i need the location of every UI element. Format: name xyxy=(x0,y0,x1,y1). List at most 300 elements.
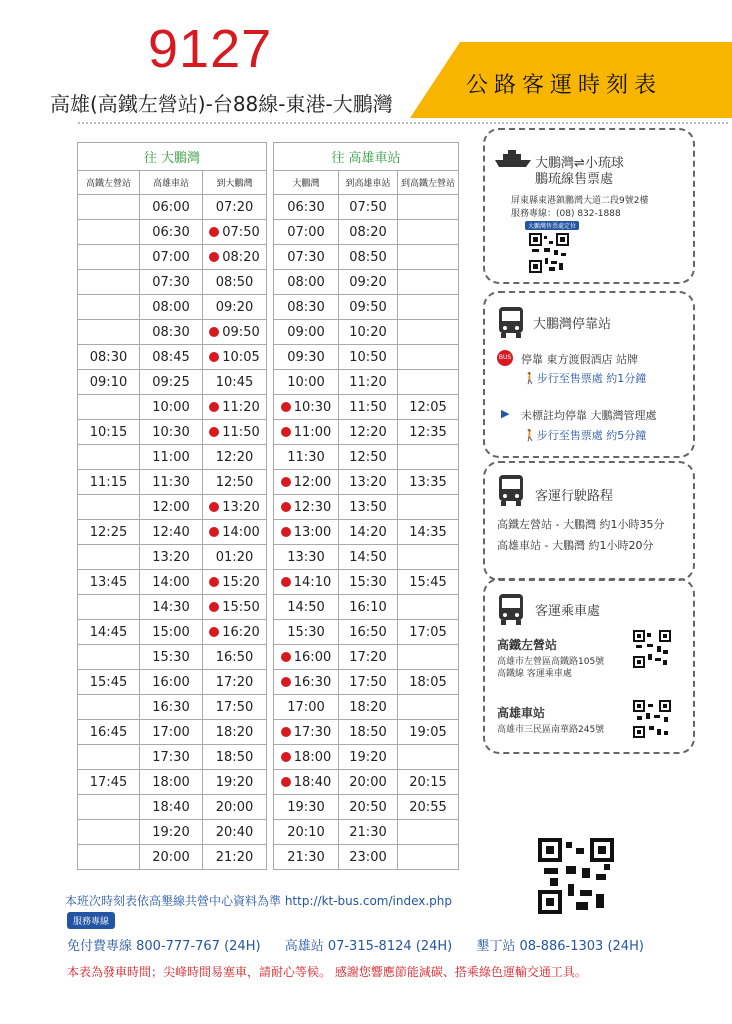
walk-2 xyxy=(523,427,646,443)
bus-stop-marker-icon xyxy=(209,577,219,587)
table-row xyxy=(78,470,459,495)
time-cell xyxy=(398,220,459,245)
time-cell xyxy=(78,495,140,520)
time-cell: 16:45 xyxy=(78,720,140,745)
time-cell xyxy=(203,320,267,345)
time-cell: 07:00 xyxy=(274,220,339,245)
table-row xyxy=(78,445,459,470)
time-cell xyxy=(203,420,267,445)
time-cell: 13:20 xyxy=(339,470,398,495)
time-cell: 18:20 xyxy=(203,720,267,745)
table-row xyxy=(78,320,459,345)
time-cell: 10:50 xyxy=(339,345,398,370)
column-gap xyxy=(267,720,274,745)
column-gap xyxy=(267,495,274,520)
time-text: 12:30 xyxy=(293,499,332,515)
column-gap xyxy=(267,295,274,320)
time-text: 15:20 xyxy=(222,574,260,590)
bus-icon xyxy=(497,473,525,507)
table-row xyxy=(78,820,459,845)
bus-stop-marker-icon xyxy=(209,252,219,262)
qr-code-icon xyxy=(633,630,671,668)
time-cell: 17:20 xyxy=(203,670,267,695)
time-text: 10:05 xyxy=(222,349,260,365)
route-number: 9127 xyxy=(148,19,273,79)
walk-1 xyxy=(523,370,646,386)
time-cell: 13:50 xyxy=(339,495,398,520)
table-row xyxy=(78,745,459,770)
time-cell: 15:00 xyxy=(140,620,203,645)
time-cell: 17:50 xyxy=(203,695,267,720)
column-gap xyxy=(267,245,274,270)
time-cell: 07:30 xyxy=(274,245,339,270)
time-cell xyxy=(398,695,459,720)
time-cell: 20:00 xyxy=(203,795,267,820)
station-1-note: 高鐵線 客運乘車處 xyxy=(497,669,572,679)
table-row xyxy=(78,570,459,595)
time-cell: 10:20 xyxy=(339,320,398,345)
time-cell xyxy=(274,470,339,495)
column-gap xyxy=(267,620,274,645)
time-text: 13:20 xyxy=(222,499,260,515)
col-header: 高鐵左營站 xyxy=(78,171,140,195)
time-cell: 17:00 xyxy=(140,720,203,745)
time-cell: 16:00 xyxy=(140,670,203,695)
col-header: 到大鵬灣 xyxy=(203,171,267,195)
time-cell xyxy=(203,595,267,620)
table-row xyxy=(78,245,459,270)
time-cell: 15:30 xyxy=(274,620,339,645)
time-cell: 09:50 xyxy=(339,295,398,320)
boarding-title: 客運乘車處 xyxy=(535,604,601,619)
boarding-card xyxy=(483,578,695,754)
time-cell: 07:20 xyxy=(203,195,267,220)
walk-2-text: 步行至售票處 約5分鐘 xyxy=(536,429,647,442)
time-cell: 11:30 xyxy=(140,470,203,495)
column-gap xyxy=(267,520,274,545)
hotlines xyxy=(67,935,664,954)
time-cell xyxy=(398,820,459,845)
route-duration-card xyxy=(483,461,695,581)
time-cell: 19:30 xyxy=(274,795,339,820)
time-text: 12:00 xyxy=(293,474,332,490)
time-cell xyxy=(398,370,459,395)
time-cell xyxy=(203,620,267,645)
time-cell xyxy=(78,545,140,570)
bus-stop-marker-icon xyxy=(209,227,219,237)
time-cell: 12:35 xyxy=(398,420,459,445)
time-text: 10:30 xyxy=(293,399,332,415)
time-cell: 09:20 xyxy=(203,295,267,320)
time-cell xyxy=(274,520,339,545)
time-cell xyxy=(203,570,267,595)
time-cell: 06:30 xyxy=(140,220,203,245)
stop-title: 大鵬灣停靠站 xyxy=(533,317,612,332)
time-cell xyxy=(274,745,339,770)
time-cell: 08:20 xyxy=(339,220,398,245)
hotline-tollfree: 免付費專線 800-777-767 (24H) xyxy=(67,939,261,954)
time-cell xyxy=(78,645,140,670)
time-text: 09:50 xyxy=(222,324,260,340)
time-cell xyxy=(398,320,459,345)
column-gap xyxy=(267,845,274,870)
time-cell: 15:45 xyxy=(78,670,140,695)
arrow-icon: ▶ xyxy=(501,407,510,420)
column-gap xyxy=(267,695,274,720)
time-cell: 12:50 xyxy=(203,470,267,495)
time-cell xyxy=(203,520,267,545)
bus-stop-marker-icon xyxy=(209,602,219,612)
bus-stop-marker-icon xyxy=(209,527,219,537)
time-cell: 08:00 xyxy=(140,295,203,320)
time-cell xyxy=(398,195,459,220)
time-cell: 06:00 xyxy=(140,195,203,220)
station-2-name: 高雄車站 xyxy=(497,706,546,720)
time-cell xyxy=(78,695,140,720)
time-cell: 07:00 xyxy=(140,245,203,270)
time-cell xyxy=(398,270,459,295)
station-2-address: 高雄市三民區南華路245號 xyxy=(497,725,605,735)
walk-icon: 🚶 xyxy=(523,429,537,442)
table-row xyxy=(78,495,459,520)
table-row xyxy=(78,720,459,745)
time-cell xyxy=(398,645,459,670)
route-title: 客運行駛路程 xyxy=(535,489,614,504)
bus-stop-marker-icon xyxy=(209,402,219,412)
time-cell: 09:10 xyxy=(78,370,140,395)
time-cell xyxy=(78,795,140,820)
table-row xyxy=(78,370,459,395)
time-text: 11:20 xyxy=(222,399,260,415)
banner-title: 公路客運時刻表 xyxy=(466,73,663,98)
ferry-title-1: 大鵬灣⇌小琉球 xyxy=(535,156,624,171)
divider xyxy=(78,122,728,124)
time-cell: 17:30 xyxy=(140,745,203,770)
column-gap xyxy=(267,445,274,470)
column-gap xyxy=(267,545,274,570)
time-cell xyxy=(78,270,140,295)
ferry-ticket-card xyxy=(483,128,695,284)
time-cell: 09:00 xyxy=(274,320,339,345)
time-cell: 08:50 xyxy=(339,245,398,270)
time-cell: 18:20 xyxy=(339,695,398,720)
column-gap xyxy=(267,570,274,595)
time-cell: 15:30 xyxy=(339,570,398,595)
time-cell: 16:50 xyxy=(339,620,398,645)
column-gap xyxy=(267,320,274,345)
time-cell xyxy=(78,445,140,470)
time-cell xyxy=(203,345,267,370)
column-gap xyxy=(267,820,274,845)
time-cell: 01:20 xyxy=(203,545,267,570)
time-cell: 16:10 xyxy=(339,595,398,620)
time-cell: 09:20 xyxy=(339,270,398,295)
bus-stop-marker-icon xyxy=(281,527,291,537)
time-cell: 16:50 xyxy=(203,645,267,670)
time-cell xyxy=(274,770,339,795)
time-cell xyxy=(398,845,459,870)
bus-stop-marker-icon xyxy=(281,402,291,412)
timetable xyxy=(77,142,459,870)
time-cell: 14:50 xyxy=(274,595,339,620)
table-row xyxy=(78,695,459,720)
time-cell: 12:20 xyxy=(203,445,267,470)
time-cell: 18:00 xyxy=(140,770,203,795)
column-gap xyxy=(267,143,274,171)
time-cell: 10:00 xyxy=(140,395,203,420)
time-cell xyxy=(203,495,267,520)
service-badge: 服務專線 xyxy=(67,912,115,929)
time-text: 08:20 xyxy=(222,249,260,265)
stop-2: 未標註均停靠 大鵬灣管理處 xyxy=(521,409,657,422)
bus-stop-marker-icon xyxy=(281,427,291,437)
time-cell: 14:30 xyxy=(140,595,203,620)
time-cell: 12:25 xyxy=(78,520,140,545)
time-cell xyxy=(203,220,267,245)
station-1-address: 高雄市左營區高鐵路105號 xyxy=(497,657,605,667)
ship-icon xyxy=(493,148,533,168)
hotline-kenting: 墾丁站 08-886-1303 (24H) xyxy=(476,939,644,954)
time-cell: 12:40 xyxy=(140,520,203,545)
bus-stop-marker-icon xyxy=(281,502,291,512)
column-gap xyxy=(267,795,274,820)
time-cell: 10:45 xyxy=(203,370,267,395)
time-cell xyxy=(274,570,339,595)
table-row xyxy=(78,520,459,545)
time-cell xyxy=(398,295,459,320)
time-cell: 12:05 xyxy=(398,395,459,420)
col-header: 到高雄車站 xyxy=(339,171,398,195)
time-cell: 14:50 xyxy=(339,545,398,570)
timetable-body xyxy=(78,195,459,870)
bus-stop-marker-icon xyxy=(281,752,291,762)
table-row xyxy=(78,295,459,320)
time-cell xyxy=(398,545,459,570)
time-cell: 21:30 xyxy=(339,820,398,845)
time-cell: 16:30 xyxy=(140,695,203,720)
time-cell: 11:50 xyxy=(339,395,398,420)
time-cell xyxy=(398,745,459,770)
time-cell: 13:45 xyxy=(78,570,140,595)
qr-code-icon xyxy=(538,838,614,914)
table-row xyxy=(78,420,459,445)
column-gap xyxy=(267,171,274,195)
bus-stop-marker-icon xyxy=(209,627,219,637)
column-gap xyxy=(267,595,274,620)
time-cell: 10:30 xyxy=(140,420,203,445)
time-cell: 17:50 xyxy=(339,670,398,695)
title-banner xyxy=(410,42,732,118)
qr-label: 大鵬灣售票處定位 xyxy=(525,221,579,230)
time-cell: 12:00 xyxy=(140,495,203,520)
time-cell: 13:20 xyxy=(140,545,203,570)
time-text: 16:00 xyxy=(293,649,332,665)
bus-stop-marker-icon xyxy=(209,427,219,437)
time-cell xyxy=(274,720,339,745)
table-row xyxy=(78,220,459,245)
stop-1: 停靠 東方渡假酒店 站牌 xyxy=(521,353,638,366)
time-cell xyxy=(274,645,339,670)
time-cell: 19:20 xyxy=(203,770,267,795)
time-cell: 14:45 xyxy=(78,620,140,645)
bus-icon xyxy=(497,592,525,626)
time-cell xyxy=(398,495,459,520)
time-cell xyxy=(398,345,459,370)
time-cell: 08:00 xyxy=(274,270,339,295)
time-cell xyxy=(203,395,267,420)
table-row xyxy=(78,395,459,420)
time-cell: 21:20 xyxy=(203,845,267,870)
time-cell: 17:20 xyxy=(339,645,398,670)
bus-stop-marker-icon xyxy=(281,477,291,487)
time-cell xyxy=(78,245,140,270)
time-cell: 20:50 xyxy=(339,795,398,820)
route-line-1: 高鐵左營站 - 大鵬灣 約1小時35分 xyxy=(497,518,665,531)
warning-note: 本表為發車時間；尖峰時間易塞車，請耐心等候。 感謝您響應節能減碳、搭乘綠色運輸交通工具。 xyxy=(67,965,587,979)
bus-stop-marker-icon xyxy=(209,327,219,337)
time-cell xyxy=(78,295,140,320)
table-row xyxy=(78,595,459,620)
time-cell: 19:05 xyxy=(398,720,459,745)
time-cell: 17:45 xyxy=(78,770,140,795)
bus-stop-marker-icon xyxy=(281,577,291,587)
time-cell xyxy=(78,820,140,845)
time-cell: 07:50 xyxy=(339,195,398,220)
route-line-2: 高雄車站 - 大鵬灣 約1小時20分 xyxy=(497,539,654,552)
time-cell xyxy=(78,320,140,345)
table-row xyxy=(78,770,459,795)
time-cell: 11:20 xyxy=(339,370,398,395)
time-cell: 09:25 xyxy=(140,370,203,395)
ferry-title-2: 鵬琉線售票處 xyxy=(535,172,614,187)
table-row xyxy=(78,670,459,695)
time-text: 11:50 xyxy=(222,424,260,440)
table-row xyxy=(78,545,459,570)
column-gap xyxy=(267,345,274,370)
bus-icon xyxy=(497,305,525,339)
qr-code-icon xyxy=(633,700,671,738)
time-cell: 23:00 xyxy=(339,845,398,870)
time-cell xyxy=(274,395,339,420)
time-text: 11:00 xyxy=(293,424,332,440)
time-cell: 15:30 xyxy=(140,645,203,670)
time-cell xyxy=(398,595,459,620)
column-gap xyxy=(267,370,274,395)
time-cell: 18:50 xyxy=(339,720,398,745)
time-cell: 07:30 xyxy=(140,270,203,295)
column-gap xyxy=(267,770,274,795)
column-gap xyxy=(267,395,274,420)
table-row xyxy=(78,620,459,645)
time-text: 13:00 xyxy=(293,524,332,540)
time-text: 17:30 xyxy=(293,724,332,740)
time-cell xyxy=(78,595,140,620)
qr-code-icon xyxy=(529,233,569,273)
time-cell xyxy=(78,195,140,220)
bus-stop-marker-icon xyxy=(281,677,291,687)
time-cell xyxy=(78,220,140,245)
time-cell: 20:15 xyxy=(398,770,459,795)
time-cell xyxy=(203,245,267,270)
time-cell xyxy=(274,670,339,695)
time-cell: 21:30 xyxy=(274,845,339,870)
time-text: 18:00 xyxy=(293,749,332,765)
time-cell: 13:35 xyxy=(398,470,459,495)
time-cell: 19:20 xyxy=(140,820,203,845)
source-note: 本班次時刻表依高墾線共營中心資料為準 http://kt-bus.com/index.php xyxy=(65,894,453,908)
time-cell: 06:30 xyxy=(274,195,339,220)
time-text: 14:00 xyxy=(222,524,260,540)
column-gap xyxy=(267,220,274,245)
time-cell: 19:20 xyxy=(339,745,398,770)
ferry-phone: 服務專線：(08) 832-1888 xyxy=(511,209,621,219)
bus-stop-marker-icon xyxy=(281,652,291,662)
time-cell: 20:00 xyxy=(140,845,203,870)
time-cell: 18:40 xyxy=(140,795,203,820)
time-cell xyxy=(78,745,140,770)
time-cell xyxy=(398,445,459,470)
time-cell xyxy=(78,395,140,420)
time-cell: 08:30 xyxy=(78,345,140,370)
col-header: 到高鐵左營站 xyxy=(398,171,459,195)
direction-2-header: 往 高雄車站 xyxy=(274,143,459,171)
column-gap xyxy=(267,745,274,770)
hotline-kaohsiung: 高雄站 07-315-8124 (24H) xyxy=(284,939,453,954)
time-cell: 08:45 xyxy=(140,345,203,370)
bus-badge: BUS xyxy=(497,350,513,366)
col-header: 高雄車站 xyxy=(140,171,203,195)
time-text: 16:30 xyxy=(293,674,332,690)
bus-stop-marker-icon xyxy=(209,502,219,512)
time-cell: 10:15 xyxy=(78,420,140,445)
column-gap xyxy=(267,670,274,695)
column-gap xyxy=(267,270,274,295)
column-gap xyxy=(267,420,274,445)
time-cell xyxy=(398,245,459,270)
table-row xyxy=(78,345,459,370)
time-cell: 20:40 xyxy=(203,820,267,845)
bus-stop-marker-icon xyxy=(209,352,219,362)
route-name: 高雄(高鐵左營站)-台88線-東港-大鵬灣 xyxy=(50,92,393,116)
col-header: 大鵬灣 xyxy=(274,171,339,195)
time-cell: 17:00 xyxy=(274,695,339,720)
direction-1-header: 往 大鵬灣 xyxy=(78,143,267,171)
column-gap xyxy=(267,470,274,495)
time-cell xyxy=(78,845,140,870)
time-text: 07:50 xyxy=(222,224,260,240)
bus-stop-marker-icon xyxy=(281,727,291,737)
table-row xyxy=(78,270,459,295)
time-cell: 17:05 xyxy=(398,620,459,645)
time-cell: 12:50 xyxy=(339,445,398,470)
time-cell: 10:00 xyxy=(274,370,339,395)
time-cell: 18:50 xyxy=(203,745,267,770)
time-cell: 14:00 xyxy=(140,570,203,595)
time-cell xyxy=(274,495,339,520)
time-cell: 08:30 xyxy=(274,295,339,320)
time-text: 15:50 xyxy=(222,599,260,615)
table-row xyxy=(78,195,459,220)
time-cell: 15:45 xyxy=(398,570,459,595)
time-text: 16:20 xyxy=(222,624,260,640)
time-cell: 09:30 xyxy=(274,345,339,370)
time-cell: 18:05 xyxy=(398,670,459,695)
time-cell xyxy=(274,420,339,445)
time-cell: 20:55 xyxy=(398,795,459,820)
walk-1-text: 步行至售票處 約1分鐘 xyxy=(536,372,647,385)
walk-icon: 🚶 xyxy=(523,372,537,385)
time-cell: 20:00 xyxy=(339,770,398,795)
